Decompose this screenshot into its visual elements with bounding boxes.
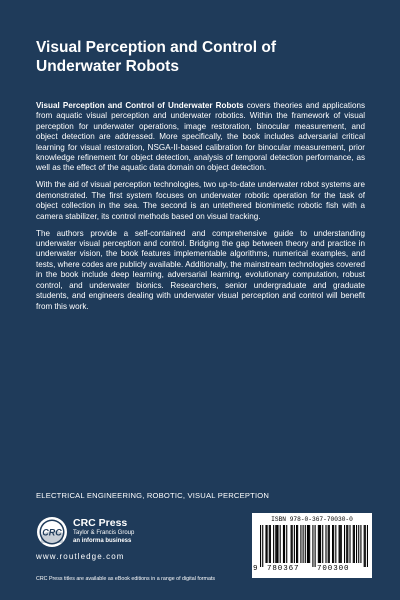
barcode-bar [356,525,357,563]
barcode-bar [260,525,261,567]
publisher-group: Taylor & Francis Group [73,530,135,536]
barcode-bar [322,525,323,563]
barcode-bar [335,525,336,563]
publisher-name: CRC Press [73,517,128,529]
barcode-digits-right: 700300 [317,565,350,573]
subject-categories: ELECTRICAL ENGINEERING, ROBOTIC, VISUAL PERCEPTION [36,491,270,500]
barcode-bar [291,525,292,563]
publisher-tagline: an informa business [73,538,132,544]
barcode-bar [358,525,359,563]
barcode-bar [300,525,301,563]
barcode-bar [280,525,281,563]
barcode-bar [332,525,333,563]
barcode-bar [315,525,316,567]
book-title-line-1: Visual Perception and Control of [36,39,276,56]
barcode-digit-first: 9 [253,565,258,573]
description-paragraph-1 [36,101,365,174]
barcode-bar [353,525,354,563]
barcode-bar [367,525,368,567]
barcode-bar [305,525,306,563]
description-title-bold: Visual Perception and Control of Underwater Robots [36,101,244,110]
barcode-bar [308,525,309,563]
barcode-bar [341,525,342,563]
barcode-bar [297,525,298,563]
barcode-bar [365,525,366,567]
barcode-bar [294,525,295,563]
barcode-bar [286,525,287,563]
barcode-bar [349,525,350,563]
barcode-bar [296,525,297,563]
description-paragraph-3: The authors provide a self-contained and comprehensive guide to understanding underwater visual perception and control. Bridging the gap between theory and practice in underwater vision, the book features implementable algorithms, numerical examples, and tests, where codes are publicly available. Additionally, the mainstream technologies covered in the book include deep learning, adversarial learning, evolutionary computation, robust control, and underwater bionics. Researchers, senior undergraduate and graduate students, and engineers dealing with underwater visual perception and control will benefit from this work. [36,228,365,311]
book-description [36,101,365,319]
crc-press-logo-icon [36,516,68,548]
book-title [36,38,366,76]
barcode-bar [319,525,320,563]
barcode-digits-left: 780367 [267,565,300,573]
barcode-bar [318,525,319,563]
description-paragraph-1-text: covers theories and applications from aquatic visual perception and underwater robotics. Within the framework of visual perception for underwater operations, image restoration, binocular measurement, and object detection are addressed. More specifically, the book includes adversarial critical learning for visual restoration, NSGA-II-based calibration for binocular measurement, prior knowledge refinement for object detection, analysis of temporal detection performance, as well as the effect of the aquatic data domain on object detection. [36,101,365,173]
crc-logo-lettering: CRC [42,527,62,538]
barcode-bar [333,525,334,563]
barcode-bar [277,525,278,563]
barcode-bar [269,525,270,563]
description-paragraph-2: With the aid of visual perception technologies, two up-to-date underwater robot systems are demonstrated. The first system focuses on underwater robotic operation for the task of object collection in the sea. The second is an untethered biomimetic robotic fish with a camera stabilizer, its control methods based on visual tracking. [36,180,365,221]
barcode-bar [276,525,277,563]
barcode-bar [275,525,276,563]
barcode-bar [320,525,321,563]
barcode-bar [346,525,347,563]
barcode-bar [344,525,345,563]
publisher-website: www.routledge.com [36,552,125,561]
isbn-label: ISBN 978-0-367-70030-0 [271,516,353,523]
barcode-bar [307,525,308,563]
barcode-bar [360,525,361,563]
barcode-bar [283,525,284,563]
barcode-bar [303,525,304,563]
barcode-bar [329,525,330,563]
barcode-bar [340,525,341,563]
barcode-bar [273,525,274,563]
barcode-bar [364,525,365,567]
barcode-bar [265,525,266,563]
publisher-block [36,514,236,574]
barcode-bar [347,525,348,563]
barcode-bar [262,525,263,567]
barcode-bar [328,525,329,563]
barcode-bar [339,525,340,563]
barcode-bar [284,525,285,563]
ebook-footnote: CRC Press titles are available as eBook editions in a range of digital formats [36,576,216,582]
book-title-line-2: Underwater Robots [36,58,179,75]
barcode-bars [260,525,368,567]
barcode-bar [354,525,355,563]
barcode-bar [267,525,268,563]
barcode-bar [312,525,313,567]
barcode-bar [309,525,310,563]
isbn-barcode [252,513,372,578]
barcode-bar [325,525,326,563]
barcode-bar [292,525,293,563]
barcode-bar [270,525,271,563]
